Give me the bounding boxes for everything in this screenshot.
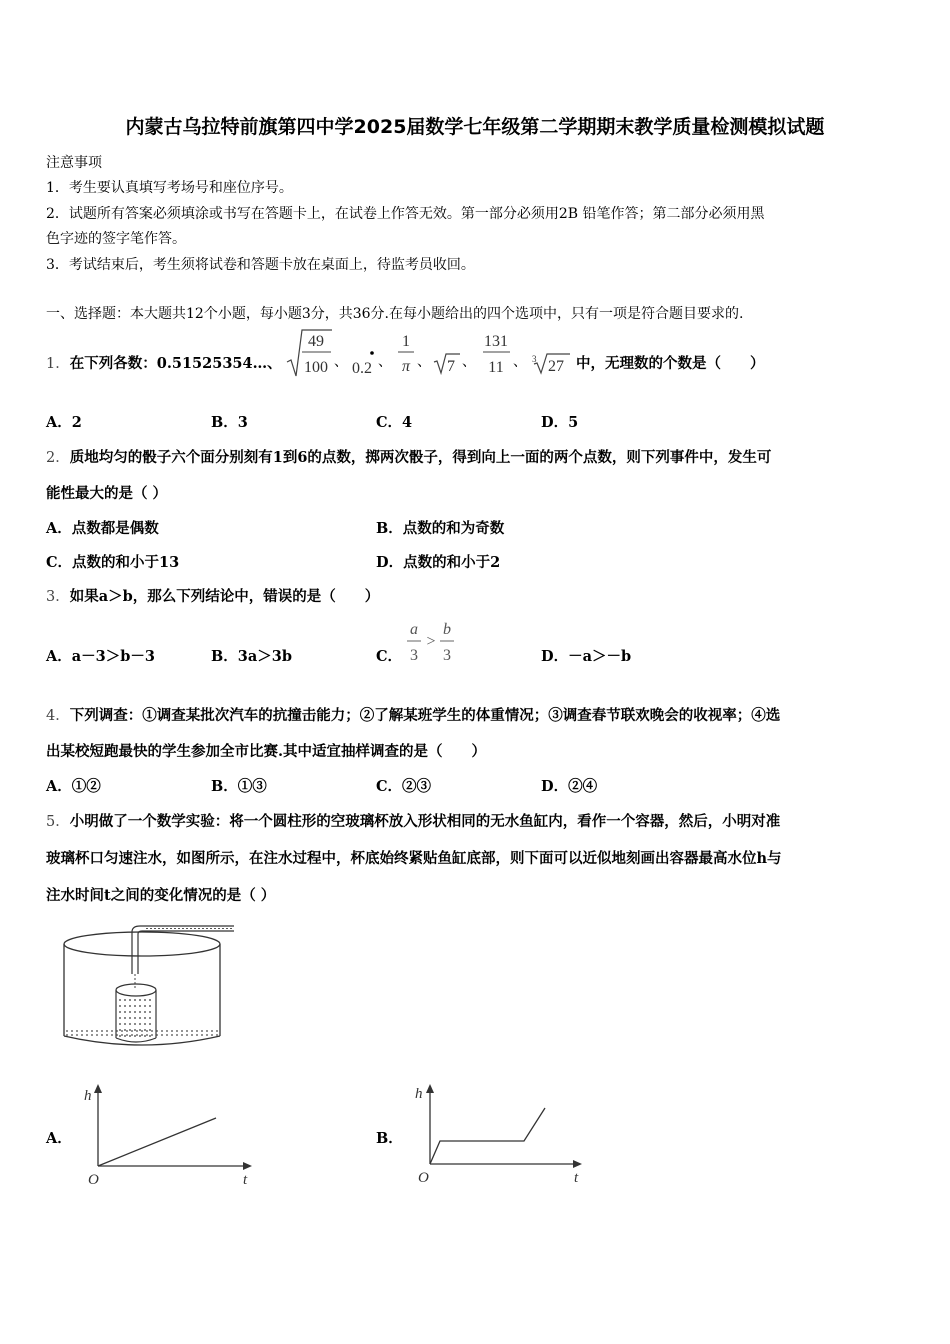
question-number: 5．	[46, 814, 70, 830]
q3-option-d[interactable]: D．－a＞－b	[541, 648, 632, 665]
fraction-1-pi	[398, 333, 414, 375]
question-number: 4．	[46, 708, 70, 724]
separator: 、	[417, 355, 431, 370]
q5-option-a-graph	[80, 1080, 260, 1190]
sqrt-7-value: 7	[447, 358, 455, 375]
q2-option-a[interactable]: A．点数都是偶数	[46, 520, 159, 537]
q1-option-a[interactable]: A．2	[46, 414, 82, 431]
question-3	[46, 585, 379, 606]
axis-label-t: t	[243, 1172, 248, 1188]
notes-item-2-line-1: 2．试题所有答案必须填涂或书写在答题卡上，在试卷上作答无效。第一部分必须用2B 铅笔作答；第二部分必须用黑	[46, 206, 765, 222]
question-4-line-1: 下列调查：①调查某批次汽车的抗撞击能力；②了解某班学生的体重情况；③调查春节联欢晚会的收视率；④选	[69, 707, 781, 724]
page-title: 内蒙古乌拉特前旗第四中学2025届数学七年级第二学期期末教学质量检测模拟试题	[125, 116, 825, 138]
separator: 、	[378, 355, 392, 370]
question-2-line-1: 质地均匀的骰子六个面分别刻有1到6的点数，掷两次骰子，得到向上一面的两个点数，则下列事件中，发生可	[69, 449, 772, 466]
q4-option-b[interactable]: B．①③	[211, 778, 267, 795]
q1-option-c[interactable]: C．4	[376, 414, 413, 431]
axis-label-h: h	[415, 1086, 423, 1102]
question-5-line-2: 玻璃杯口匀速注水，如图所示，在注水过程中，杯底始终紧贴鱼缸底部，则下面可以近似地刻画出容器最高水位h与	[46, 850, 782, 867]
question-4	[46, 704, 780, 725]
question-5	[46, 810, 780, 831]
cube-root-index: 3	[532, 354, 537, 364]
question-1	[46, 352, 282, 373]
sqrt-numerator: 49	[308, 333, 324, 350]
cube-root-27	[532, 354, 570, 375]
question-2	[46, 446, 771, 467]
q4-option-c[interactable]: C．②③	[376, 778, 432, 795]
fraction-a-denominator: 3	[410, 647, 418, 664]
q4-option-a[interactable]: A．①②	[46, 778, 101, 795]
question-2-line-2: 能性最大的是（ ）	[46, 485, 168, 502]
question-number: 1．	[46, 356, 70, 372]
sqrt-denominator: 100	[304, 359, 328, 376]
greater-than-sign: >	[426, 633, 436, 650]
separator: 、	[513, 355, 527, 370]
sqrt-7	[434, 354, 460, 375]
separator: 、	[334, 355, 348, 370]
fraction-denominator: 11	[488, 359, 504, 376]
question-5-line-1: 小明做了一个数学实验：将一个圆柱形的空玻璃杯放入形状相同的无水鱼缸内，看作一个容器，然后，小明对准	[69, 813, 781, 830]
q3-option-c-math	[402, 616, 462, 666]
question-4-line-2: 出某校短跑最快的学生参加全市比赛.其中适宜抽样调查的是（ ）	[46, 743, 487, 760]
question-1-suffix: 中，无理数的个数是（ ）	[576, 355, 765, 372]
repeating-decimal-value: 0.2	[352, 360, 372, 377]
q5-option-a[interactable]: A．	[46, 1130, 72, 1147]
fraction-b-denominator: 3	[443, 647, 451, 664]
section-heading: 一、选择题：本大题共12个小题，每小题3分，共36分.在每小题给出的四个选项中，只有一项是符合题目要求的.	[46, 306, 744, 322]
origin-label: O	[88, 1172, 99, 1188]
axis-label-h: h	[84, 1088, 92, 1104]
fraction-numerator: 131	[484, 333, 508, 350]
sqrt-fraction-49-100	[287, 330, 332, 376]
notes-item-1: 1．考生要认真填写考场号和座位序号。	[46, 180, 293, 196]
q3-option-a[interactable]: A．a－3＞b－3	[46, 648, 155, 665]
origin-label: O	[418, 1170, 429, 1186]
question-number: 2．	[46, 450, 70, 466]
axis-label-t: t	[574, 1170, 579, 1186]
q2-option-c[interactable]: C．点数的和小于13	[46, 554, 180, 571]
q1-option-b[interactable]: B．3	[211, 414, 248, 431]
fraction-a-numerator: a	[410, 621, 418, 638]
notes-item-2-line-2: 色字迹的签字笔作答。	[46, 231, 186, 247]
q1-option-d[interactable]: D．5	[541, 414, 579, 431]
fraction-b-numerator: b	[443, 621, 451, 638]
q4-option-d[interactable]: D．②④	[541, 778, 598, 795]
q3-option-b[interactable]: B．3a＞3b	[211, 648, 292, 665]
q5-option-b-graph	[410, 1076, 590, 1190]
fraction-131-11	[483, 333, 510, 376]
separator: 、	[462, 355, 476, 370]
question-number: 3．	[46, 589, 70, 605]
cube-root-value: 27	[548, 358, 564, 375]
question-1-math	[284, 326, 574, 382]
fraction-numerator: 1	[402, 333, 410, 350]
q5-option-b[interactable]: B．	[376, 1130, 403, 1147]
q2-option-d[interactable]: D．点数的和小于2	[376, 554, 501, 571]
notes-item-3: 3．考试结束后，考生须将试卷和答题卡放在桌面上，待监考员收回。	[46, 257, 475, 273]
q2-option-b[interactable]: B．点数的和为奇数	[376, 520, 505, 537]
question-1-prefix: 在下列各数：0.51525354…、	[69, 355, 282, 372]
fish-tank-illustration	[56, 918, 246, 1058]
fraction-denominator: π	[401, 358, 411, 375]
notes-heading: 注意事项	[46, 155, 102, 171]
q3-option-c[interactable]	[376, 645, 402, 666]
question-3-text: 如果a＞b，那么下列结论中，错误的是（ ）	[69, 588, 380, 605]
repeating-decimal	[352, 351, 374, 377]
question-5-line-3: 注水时间t之间的变化情况的是（ ）	[46, 887, 276, 904]
q3-option-c-label: C．	[376, 648, 403, 665]
